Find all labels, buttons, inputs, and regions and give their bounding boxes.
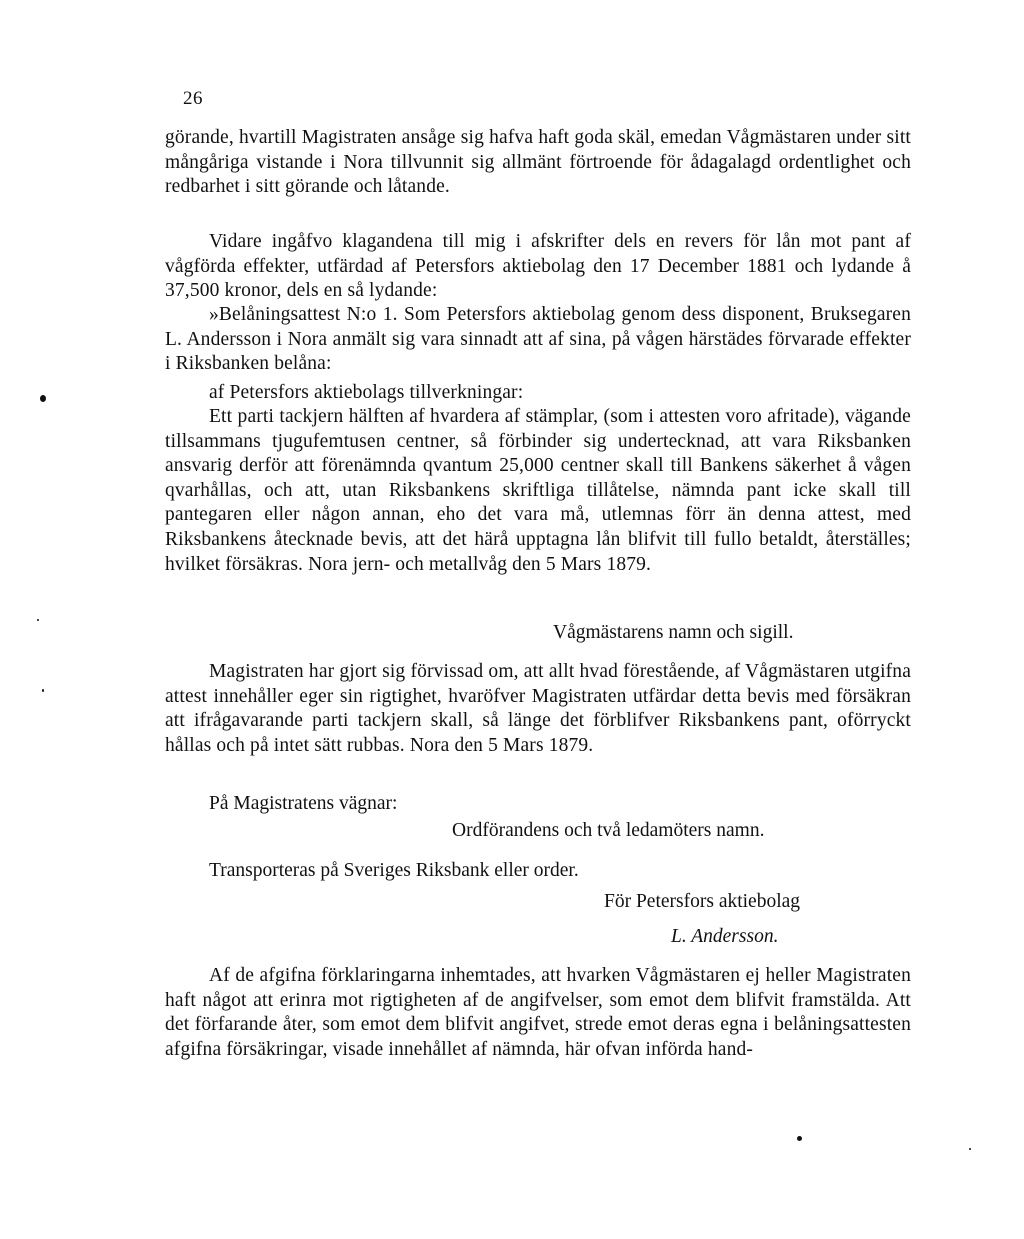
ink-speck <box>797 1136 802 1141</box>
ink-speck <box>969 1148 971 1150</box>
page-number: 26 <box>183 88 203 109</box>
company-line: För Petersfors aktiebolag <box>604 891 801 912</box>
on-behalf-line: På Magistratens vägnar: <box>209 793 398 814</box>
paragraph-2-text: Vidare ingåfvo klagandena till mig i afskrifter dels en revers för lån mot pant af vågförda effekter, utfärdad af Petersfors aktiebolag den 17 December 1881 och lydande å 37,500 kronor, dels en så lydande: <box>165 231 911 302</box>
paragraph-4 <box>165 381 911 406</box>
transfer-line: Transporteras på Sveriges Riksbank eller order. <box>209 860 579 881</box>
paragraph-5-text: Ett parti tackjern hälften af hvardera af stämplar, (som i attesten voro afritade), vägande tillsammans tjugufemtusen centner, så förbinder sig undertecknad, att vara Riksbanken ansvarig derför att förenämnda qvantum 25,000 centner skall till Bankens säkerhet å vågen qvarhållas, och att, utan Riksbankens skriftliga tillåtelse, nämnda pant icke skall till pantegaren eller någon annan, eho det vara må, utlemnas förr än denna attest, med Riksbankens åtecknade bevis, att det härå upptagna lån blifvit till fullo betaldt, återställes; hvilket försäkras. Nora jern- och metallvåg den 5 Mars 1879. <box>165 406 911 575</box>
paragraph-2 <box>165 230 911 304</box>
paragraph-4-text: af Petersfors aktiebolags tillverkningar: <box>209 382 524 403</box>
chairman-signature: Ordförandens och två ledamöters namn. <box>452 820 765 841</box>
paragraph-5 <box>165 405 911 577</box>
paragraph-3-text: »Belåningsattest N:o 1. Som Petersfors aktiebolag genom dess disponent, Bruksegaren L. Andersson i Nora anmält sig vara sinnadt att af sina, på vågen härstädes förvarade effekter i Riksbanken belåna: <box>165 304 911 375</box>
ink-speck <box>42 689 44 692</box>
paragraph-1-text: görande, hvartill Magistraten ansåge sig hafva haft goda skäl, emedan Vågmästaren under sitt mångåriga vistande i Nora tillvunnit sig allmänt förtroende för ådagalagd ordentlighet och redbarhet i sitt görande och låtande. <box>165 127 911 198</box>
weigher-signature: Vågmästarens namn och sigill. <box>553 622 794 643</box>
ink-speck <box>37 619 39 621</box>
paragraph-7-text: Af de afgifna förklaringarna inhemtades, att hvarken Vågmästaren ej heller Magistraten haft något att erinra mot rigtigheten af de angifvelser, som emot dem blifvit framstälda. Att det förfarande åter, som emot dem blifvit angifvet, strede emot deras egna i belåningsattesten afgifna försäkringar, visade innehållet af nämnda, här ofvan införda hand- <box>165 965 911 1060</box>
paragraph-3 <box>165 303 911 377</box>
ink-speck <box>40 395 46 402</box>
signer-name: L. Andersson. <box>671 926 779 947</box>
paragraph-6 <box>165 660 911 758</box>
paragraph-6-text: Magistraten har gjort sig förvissad om, att allt hvad förestående, af Vågmästaren utgifna attest innehåller eger sin rigtighet, hvaröfver Magistraten utfärdar detta bevis med försäkran att ifrågavarande parti tackjern skall, så länge det förblifver Riksbankens pant, oförryckt hållas och på intet sätt rubbas. Nora den 5 Mars 1879. <box>165 661 911 756</box>
paragraph-7 <box>165 964 911 1062</box>
paragraph-1 <box>165 126 911 200</box>
